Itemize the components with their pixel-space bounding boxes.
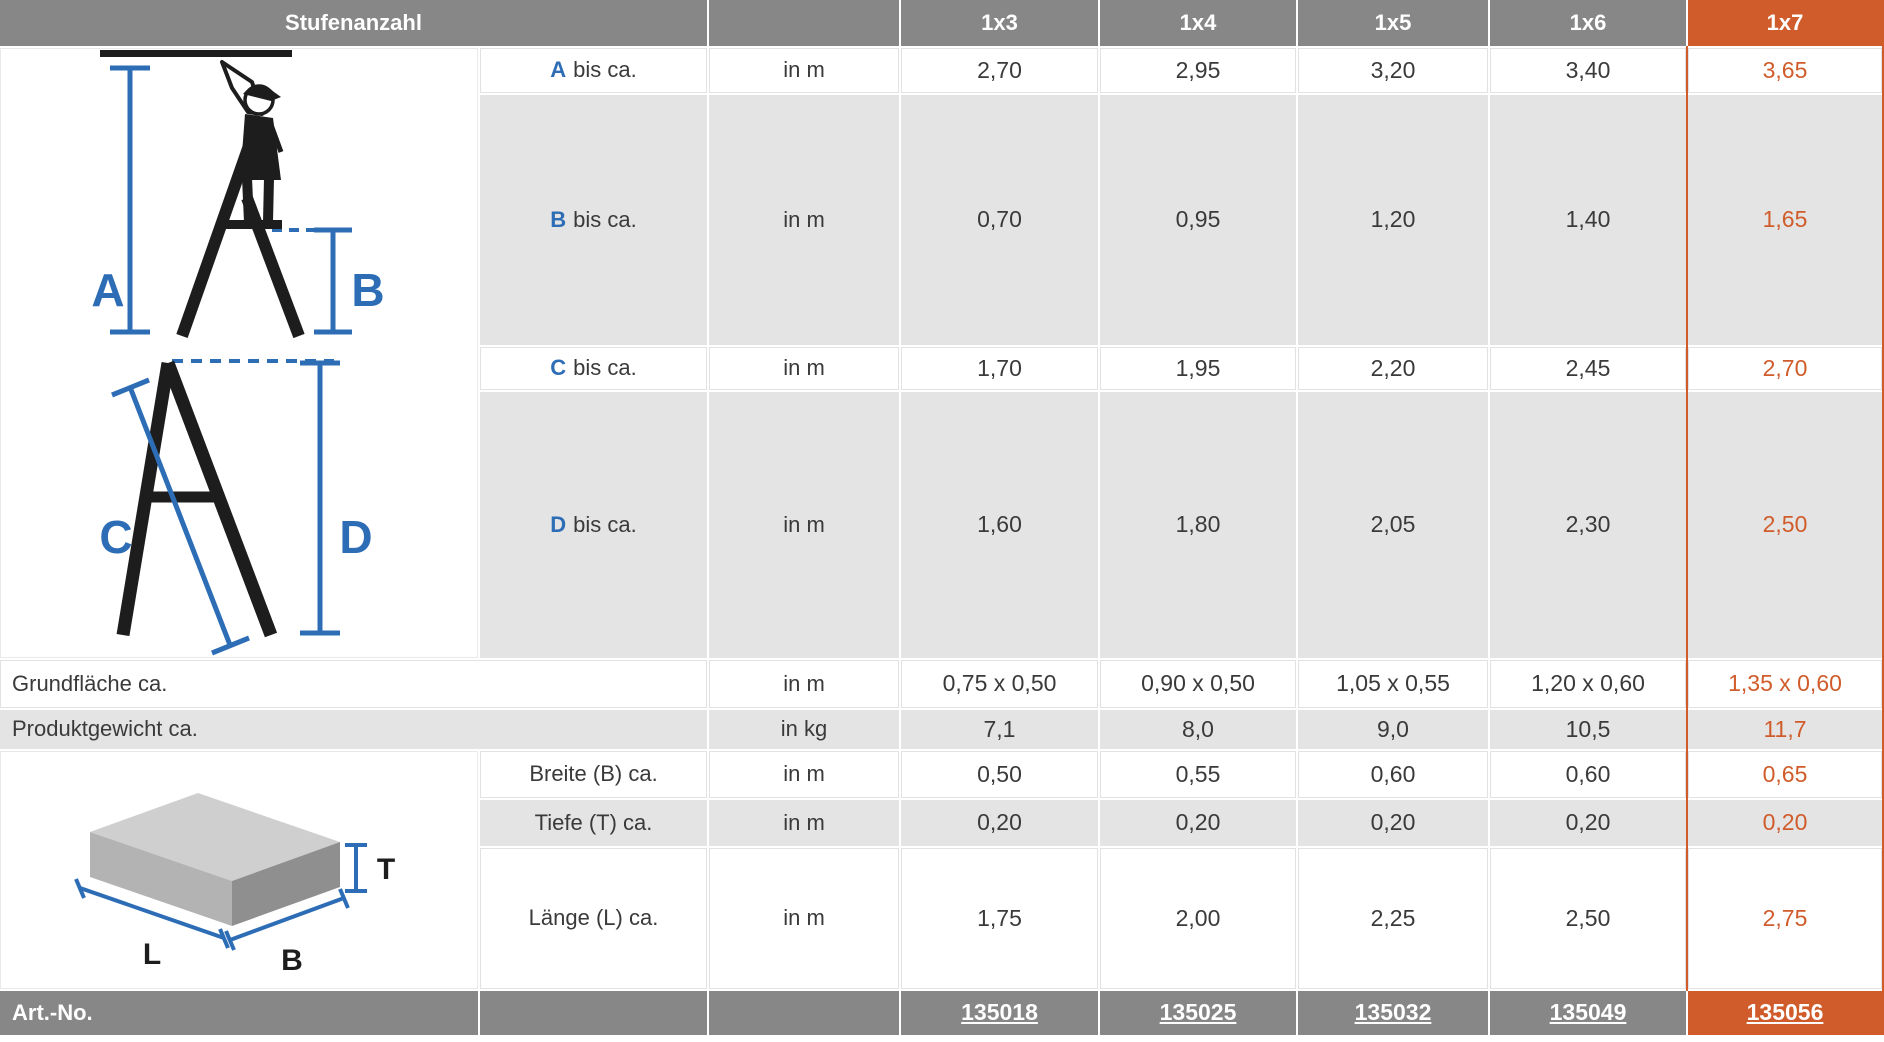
art-no-link-1x7[interactable]: 135056 bbox=[1746, 999, 1824, 1026]
value-cell: 3,20 bbox=[1298, 48, 1488, 93]
row-label-produktgewicht: Produktgewicht ca. bbox=[0, 710, 707, 749]
value-cell: 2,00 bbox=[1100, 848, 1296, 989]
value-cell-highlight: 11,7 bbox=[1688, 710, 1882, 749]
value-cell: 0,60 bbox=[1298, 751, 1488, 798]
value-cell-highlight: 3,65 bbox=[1688, 48, 1882, 93]
row-label bbox=[480, 95, 707, 345]
highlight-column-left-border bbox=[1686, 46, 1688, 991]
unit-cell: in m bbox=[709, 660, 899, 708]
value-cell: 1,20 x 0,60 bbox=[1490, 660, 1686, 708]
value-cell: 2,50 bbox=[1490, 848, 1686, 989]
value-cell: 2,05 bbox=[1298, 392, 1488, 658]
table-title: Stufenanzahl bbox=[0, 0, 707, 46]
value-cell-highlight: 1,65 bbox=[1688, 95, 1882, 345]
unit-cell: in m bbox=[709, 751, 899, 798]
art-no-link-1x5[interactable]: 135032 bbox=[1354, 999, 1432, 1026]
value-cell: 0,75 x 0,50 bbox=[901, 660, 1098, 708]
value-cell: 1,70 bbox=[901, 347, 1098, 390]
row-label-grundflaeche: Grundfläche ca. bbox=[0, 660, 707, 708]
row-label-text: bis ca. bbox=[573, 206, 637, 232]
row-label-breite: Breite (B) ca. bbox=[480, 751, 707, 798]
value-cell-highlight: 2,75 bbox=[1688, 848, 1882, 989]
value-cell: 0,70 bbox=[901, 95, 1098, 345]
row-label-text: bis ca. bbox=[573, 57, 637, 83]
dimension-label-a: A bbox=[91, 264, 125, 316]
value-cell: 1,80 bbox=[1100, 392, 1296, 658]
row-prefix-d: D bbox=[550, 511, 567, 537]
unit-cell: in m bbox=[709, 848, 899, 989]
value-cell: 8,0 bbox=[1100, 710, 1296, 749]
value-cell: 1,40 bbox=[1490, 95, 1686, 345]
value-cell: 1,05 x 0,55 bbox=[1298, 660, 1488, 708]
art-no-link-1x6[interactable]: 135049 bbox=[1549, 999, 1627, 1026]
value-cell: 1,60 bbox=[901, 392, 1098, 658]
value-cell-highlight: 2,70 bbox=[1688, 347, 1882, 390]
row-prefix-b: B bbox=[550, 206, 567, 232]
dimension-label-b: B bbox=[351, 264, 385, 316]
value-cell: 1,75 bbox=[901, 848, 1098, 989]
header-spacer-cell bbox=[709, 0, 899, 46]
value-cell: 0,20 bbox=[1490, 800, 1686, 846]
footer-spacer-cell bbox=[709, 991, 899, 1035]
value-cell: 3,40 bbox=[1490, 48, 1686, 93]
row-label bbox=[480, 347, 707, 390]
value-cell: 0,90 x 0,50 bbox=[1100, 660, 1296, 708]
value-cell: 1,95 bbox=[1100, 347, 1296, 390]
unit-cell: in kg bbox=[709, 710, 899, 749]
value-cell: 1,20 bbox=[1298, 95, 1488, 345]
row-label-text: bis ca. bbox=[573, 355, 637, 381]
value-cell: 0,20 bbox=[1298, 800, 1488, 846]
unit-cell: in m bbox=[709, 347, 899, 390]
value-cell: 10,5 bbox=[1490, 710, 1686, 749]
stepladder-with-person-icon bbox=[0, 48, 478, 345]
unit-cell: in m bbox=[709, 48, 899, 93]
dimension-label-c: C bbox=[99, 511, 133, 563]
ladder-diagrams-cell bbox=[0, 48, 478, 658]
value-cell: 2,25 bbox=[1298, 848, 1488, 989]
col-header-1x6: 1x6 bbox=[1490, 0, 1686, 46]
col-header-1x3: 1x3 bbox=[901, 0, 1098, 46]
value-cell: 0,60 bbox=[1490, 751, 1686, 798]
dimension-label-l: L bbox=[142, 938, 162, 971]
value-cell: 2,45 bbox=[1490, 347, 1686, 390]
footer-spacer-cell bbox=[480, 991, 707, 1035]
col-header-1x7-highlight: 1x7 bbox=[1688, 0, 1882, 46]
unit-cell: in m bbox=[709, 392, 899, 658]
value-cell: 9,0 bbox=[1298, 710, 1488, 749]
art-no-link-1x3[interactable]: 135018 bbox=[961, 999, 1038, 1026]
value-cell: 0,50 bbox=[901, 751, 1098, 798]
art-no-label: Art.-No. bbox=[0, 991, 478, 1035]
dimension-label-d: D bbox=[339, 511, 373, 563]
value-cell: 2,30 bbox=[1490, 392, 1686, 658]
row-label-tiefe: Tiefe (T) ca. bbox=[480, 800, 707, 846]
unit-cell: in m bbox=[709, 800, 899, 846]
art-no-cell bbox=[1100, 991, 1296, 1035]
art-no-cell bbox=[901, 991, 1098, 1035]
folded-ladder-box-cell bbox=[0, 751, 478, 989]
row-label-text: bis ca. bbox=[573, 511, 637, 537]
art-no-link-1x4[interactable]: 135025 bbox=[1159, 999, 1237, 1026]
row-prefix-a: A bbox=[550, 57, 567, 83]
value-cell: 2,70 bbox=[901, 48, 1098, 93]
row-label bbox=[480, 48, 707, 93]
value-cell: 0,55 bbox=[1100, 751, 1296, 798]
dimension-label-t: T bbox=[376, 853, 396, 886]
value-cell: 0,20 bbox=[1100, 800, 1296, 846]
row-prefix-c: C bbox=[550, 355, 567, 381]
value-cell-highlight: 1,35 x 0,60 bbox=[1688, 660, 1882, 708]
art-no-cell bbox=[1490, 991, 1686, 1035]
value-cell: 2,95 bbox=[1100, 48, 1296, 93]
value-cell: 0,20 bbox=[901, 800, 1098, 846]
value-cell-highlight: 2,50 bbox=[1688, 392, 1882, 658]
dimension-label-b2: B bbox=[281, 944, 303, 977]
value-cell-highlight: 0,65 bbox=[1688, 751, 1882, 798]
value-cell-highlight: 0,20 bbox=[1688, 800, 1882, 846]
leaning-ladder-icon bbox=[0, 345, 478, 656]
row-label bbox=[480, 392, 707, 658]
value-cell: 2,20 bbox=[1298, 347, 1488, 390]
col-header-1x4: 1x4 bbox=[1100, 0, 1296, 46]
art-no-cell-highlight bbox=[1688, 991, 1882, 1035]
row-label-laenge: Länge (L) ca. bbox=[480, 848, 707, 989]
col-header-1x5: 1x5 bbox=[1298, 0, 1488, 46]
value-cell: 0,95 bbox=[1100, 95, 1296, 345]
value-cell: 7,1 bbox=[901, 710, 1098, 749]
folded-box-dimensions-icon bbox=[0, 751, 478, 989]
art-no-cell bbox=[1298, 991, 1488, 1035]
unit-cell: in m bbox=[709, 95, 899, 345]
